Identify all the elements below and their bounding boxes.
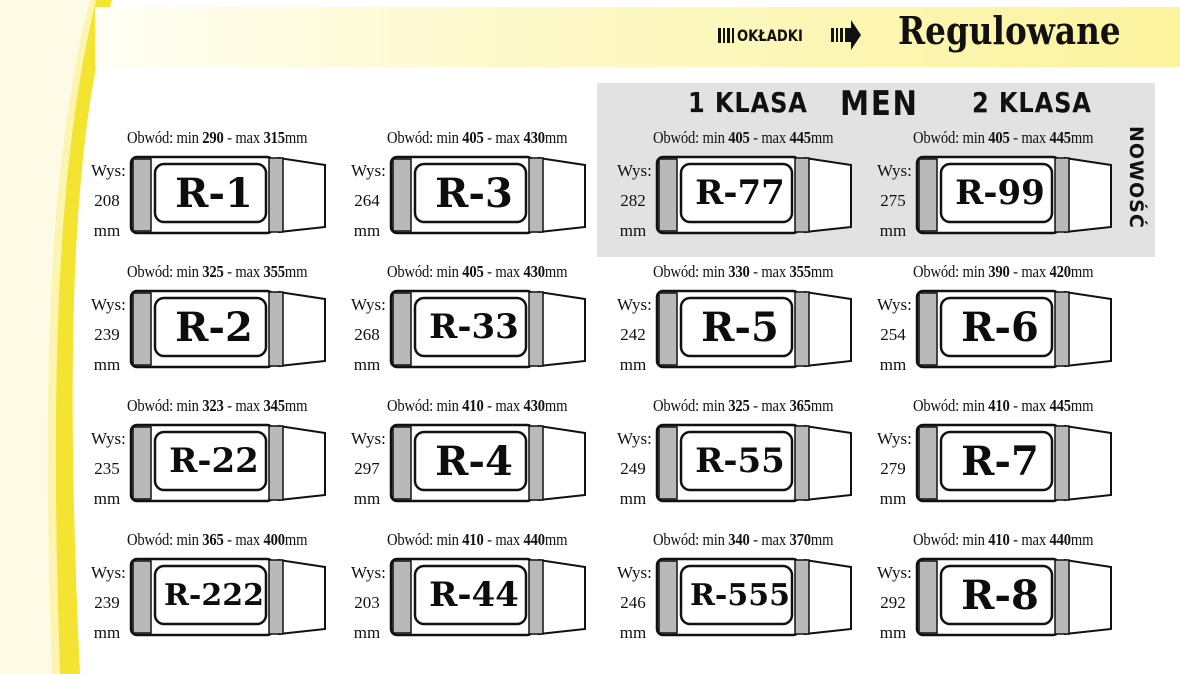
height-value: 208 [94, 191, 120, 210]
height-unit: mm [353, 221, 381, 240]
product-card-r-1 [91, 128, 336, 246]
product-code: R-44 [429, 575, 519, 615]
circumference-label: Obwód: min 325 - max 355mm [127, 262, 308, 281]
height-value: 268 [354, 325, 380, 344]
product-card-r-6 [877, 262, 1122, 380]
height-value: 239 [94, 325, 120, 344]
page-title: Regulowane [898, 8, 1121, 53]
product-card-r-222 [91, 530, 336, 648]
height-caption: Wys: [617, 429, 652, 448]
product-code: R-3 [435, 169, 513, 217]
height-caption: Wys: [91, 161, 126, 180]
product-card-r-4 [351, 396, 596, 514]
height-label [351, 156, 386, 246]
height-unit: mm [93, 489, 121, 508]
product-code: R-33 [429, 307, 519, 347]
circumference-label: Obwód: min 330 - max 355mm [653, 262, 834, 281]
new-badge: NOWOŚĆ [1125, 126, 1147, 229]
product-code: R-555 [689, 577, 790, 613]
class-2-label: 2 KLASA [972, 86, 1092, 119]
height-caption: Wys: [877, 429, 912, 448]
height-unit: mm [619, 355, 647, 374]
height-value: 203 [354, 593, 380, 612]
height-caption: Wys: [91, 295, 126, 314]
product-code: R-5 [701, 303, 779, 351]
product-card-r-99 [877, 128, 1122, 246]
height-value: 282 [620, 191, 646, 210]
height-unit: mm [619, 221, 647, 240]
men-label: MEN [840, 84, 919, 124]
product-card-r-555 [617, 530, 862, 648]
height-label [877, 558, 912, 648]
height-value: 297 [354, 459, 380, 478]
product-code: R-55 [695, 441, 785, 481]
brand-word: OKŁADKI [737, 25, 803, 45]
height-caption: Wys: [351, 563, 386, 582]
product-card-r-7 [877, 396, 1122, 514]
circumference-label: Obwód: min 405 - max 445mm [653, 128, 834, 147]
product-card-r-55 [617, 396, 862, 514]
height-value: 275 [880, 191, 906, 210]
height-value: 292 [880, 593, 906, 612]
height-label [877, 290, 912, 380]
product-code: R-8 [961, 571, 1039, 619]
height-unit: mm [619, 489, 647, 508]
brand-logo [718, 14, 861, 56]
height-label [617, 424, 652, 514]
class-1-label: 1 KLASA [688, 86, 808, 119]
height-caption: Wys: [617, 563, 652, 582]
height-caption: Wys: [91, 429, 126, 448]
product-code: R-7 [961, 437, 1039, 485]
height-label [91, 290, 126, 380]
product-card-r-2 [91, 262, 336, 380]
height-value: 279 [880, 459, 906, 478]
product-code: R-1 [175, 169, 253, 217]
circumference-label: Obwód: min 405 - max 430mm [387, 262, 568, 281]
product-code: R-77 [695, 173, 785, 213]
circumference-label: Obwód: min 410 - max 445mm [913, 396, 1094, 415]
height-value: 264 [354, 191, 380, 210]
height-caption: Wys: [351, 161, 386, 180]
height-value: 254 [880, 325, 906, 344]
height-unit: mm [93, 623, 121, 642]
circumference-label: Obwód: min 405 - max 430mm [387, 128, 568, 147]
product-card-r-5 [617, 262, 862, 380]
height-unit: mm [619, 623, 647, 642]
height-caption: Wys: [351, 295, 386, 314]
circumference-label: Obwód: min 405 - max 445mm [913, 128, 1094, 147]
barcode-icon [718, 28, 734, 43]
height-caption: Wys: [877, 161, 912, 180]
height-unit: mm [93, 355, 121, 374]
height-value: 246 [620, 593, 646, 612]
circumference-label: Obwód: min 410 - max 440mm [387, 530, 568, 549]
product-code: R-6 [961, 303, 1039, 351]
product-code: R-99 [955, 173, 1045, 213]
height-label [617, 290, 652, 380]
height-label [877, 424, 912, 514]
product-card-r-44 [351, 530, 596, 648]
height-value: 249 [620, 459, 646, 478]
product-code: R-22 [169, 441, 259, 481]
height-unit: mm [879, 355, 907, 374]
height-unit: mm [879, 623, 907, 642]
circumference-label: Obwód: min 325 - max 365mm [653, 396, 834, 415]
product-code: R-4 [435, 437, 513, 485]
height-caption: Wys: [877, 563, 912, 582]
circumference-label: Obwód: min 323 - max 345mm [127, 396, 308, 415]
height-label [351, 290, 386, 380]
height-label [91, 156, 126, 246]
height-caption: Wys: [617, 295, 652, 314]
height-label [351, 558, 386, 648]
height-label [351, 424, 386, 514]
product-code: R-222 [163, 577, 264, 613]
circumference-label: Obwód: min 365 - max 400mm [127, 530, 308, 549]
product-code: R-2 [175, 303, 253, 351]
product-card-r-8 [877, 530, 1122, 648]
height-label [91, 558, 126, 648]
height-caption: Wys: [877, 295, 912, 314]
product-card-r-77 [617, 128, 862, 246]
product-card-r-33 [351, 262, 596, 380]
height-label [877, 156, 912, 246]
height-label [617, 156, 652, 246]
circumference-label: Obwód: min 410 - max 430mm [387, 396, 568, 415]
circumference-label: Obwód: min 290 - max 315mm [127, 128, 308, 147]
height-label [91, 424, 126, 514]
product-card-r-22 [91, 396, 336, 514]
height-unit: mm [879, 489, 907, 508]
height-caption: Wys: [91, 563, 126, 582]
circumference-label: Obwód: min 410 - max 440mm [913, 530, 1094, 549]
height-unit: mm [879, 221, 907, 240]
height-unit: mm [353, 355, 381, 374]
height-unit: mm [353, 623, 381, 642]
height-value: 235 [94, 459, 120, 478]
circumference-label: Obwód: min 390 - max 420mm [913, 262, 1094, 281]
height-label [617, 558, 652, 648]
arrow-right-icon [831, 18, 861, 52]
height-unit: mm [93, 221, 121, 240]
product-card-r-3 [351, 128, 596, 246]
height-caption: Wys: [617, 161, 652, 180]
circumference-label: Obwód: min 340 - max 370mm [653, 530, 834, 549]
height-value: 242 [620, 325, 646, 344]
height-unit: mm [353, 489, 381, 508]
height-caption: Wys: [351, 429, 386, 448]
height-value: 239 [94, 593, 120, 612]
